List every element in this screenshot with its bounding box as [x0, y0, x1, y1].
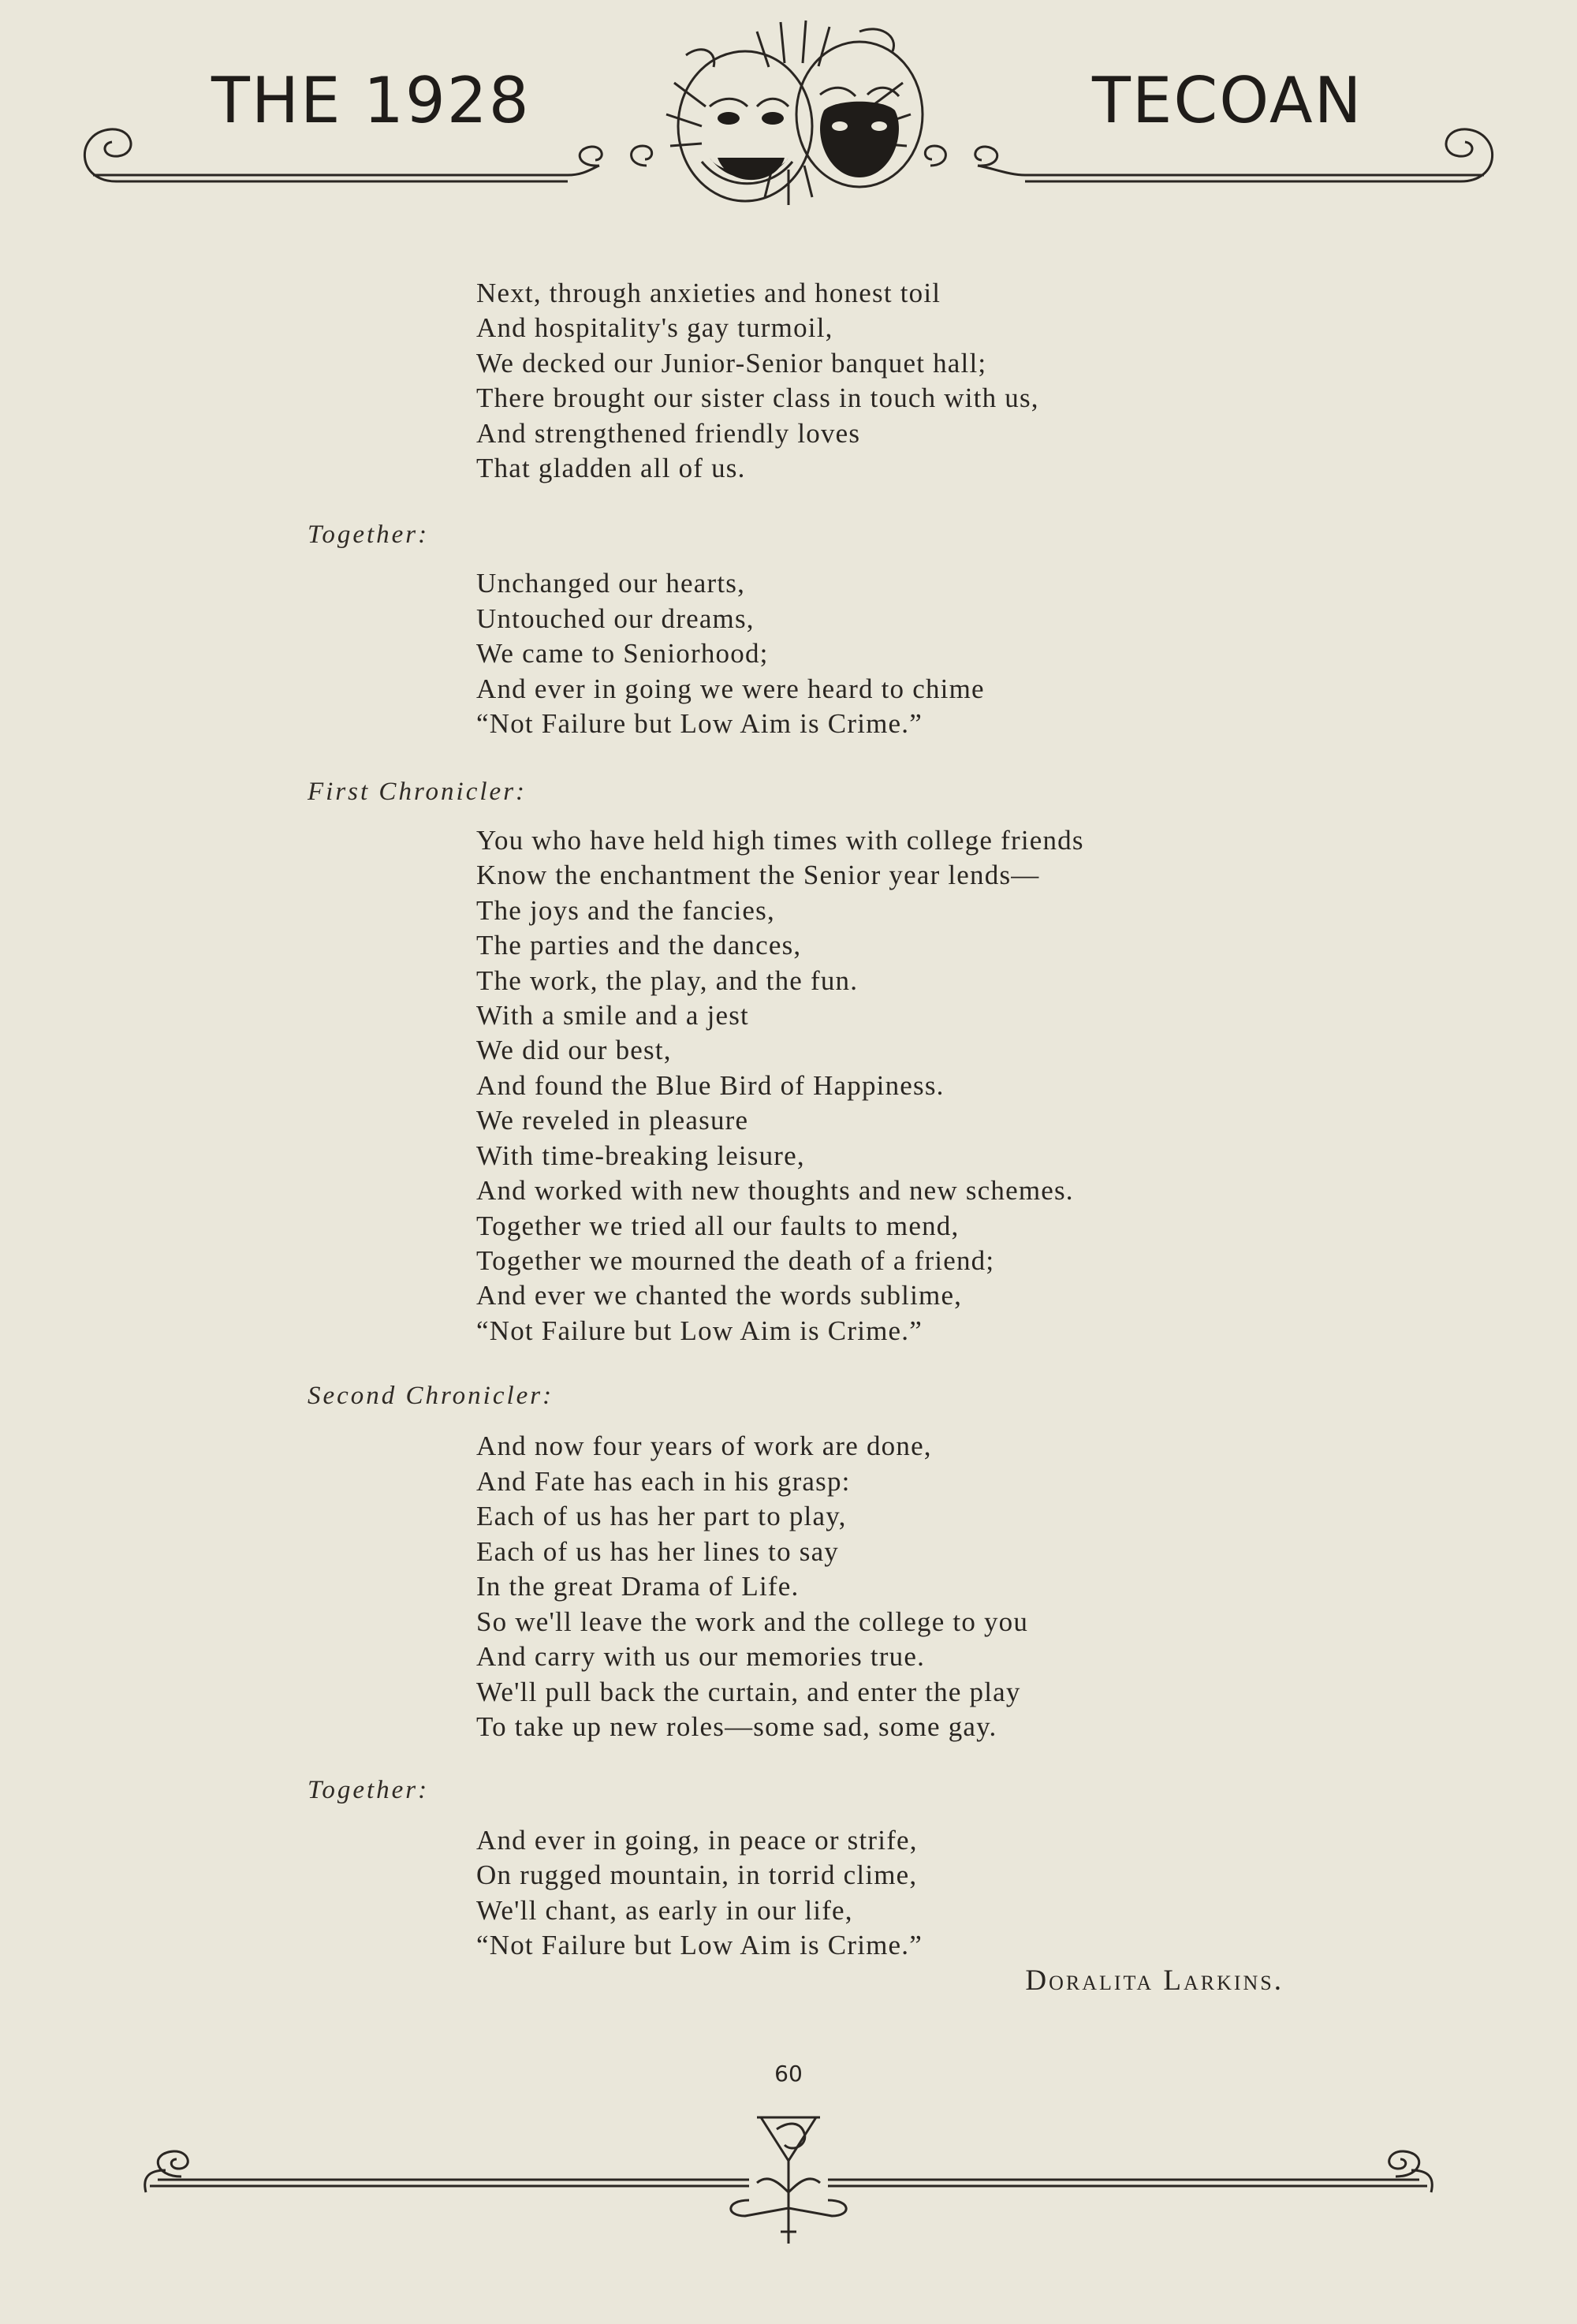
poem-line: Together we tried all our faults to mend,: [476, 1210, 960, 1241]
poem-line: Each of us has her lines to say: [476, 1536, 840, 1567]
poem-line: “Not Failure but Low Aim is Crime.”: [476, 708, 923, 739]
poem-line: We reveled in pleasure: [476, 1105, 749, 1136]
poem-line: The joys and the fancies,: [476, 895, 775, 926]
poem-line: To take up new roles—some sad, some gay.: [476, 1711, 997, 1742]
speaker-label: First Chronicler:: [308, 778, 528, 806]
poem-line: The parties and the dances,: [476, 930, 802, 961]
poem-line: And found the Blue Bird of Happiness.: [476, 1070, 945, 1101]
poem-line: Each of us has her part to play,: [476, 1501, 847, 1531]
poem-line: And hospitality's gay turmoil,: [476, 312, 833, 343]
poem-line: “Not Failure but Low Aim is Crime.”: [476, 1930, 923, 1960]
poem-line: And now four years of work are done,: [476, 1431, 932, 1461]
poem-line: There brought our sister class in touch with us,: [476, 382, 1039, 413]
poem-line: We'll chant, as early in our life,: [476, 1895, 853, 1926]
poem-line: With time-breaking leisure,: [476, 1140, 805, 1171]
poem-line: We'll pull back the curtain, and enter the play: [476, 1677, 1021, 1707]
poem-line: And ever in going, in peace or strife,: [476, 1825, 918, 1856]
speaker-label: Together:: [308, 1776, 430, 1804]
poem-line: You who have held high times with college friends: [476, 825, 1084, 856]
poem-line: On rugged mountain, in torrid clime,: [476, 1860, 918, 1890]
poem-line: Untouched our dreams,: [476, 603, 755, 634]
poem-line: Unchanged our hearts,: [476, 568, 746, 599]
poem-line: So we'll leave the work and the college to you: [476, 1606, 1029, 1637]
poem-line: Know the enchantment the Senior year lends—: [476, 860, 1040, 890]
poem-line: Together we mourned the death of a friend;: [476, 1245, 995, 1276]
page-number: 60: [774, 2061, 803, 2087]
poem-line: The work, the play, and the fun.: [476, 965, 859, 996]
poem-line: And strengthened friendly loves: [476, 418, 861, 449]
poem-line: And ever we chanted the words sublime,: [476, 1280, 963, 1311]
poem-line: And carry with us our memories true.: [476, 1641, 926, 1672]
footer-scroll-ornament-icon: [0, 2098, 1577, 2255]
poem-line: And worked with new thoughts and new schemes.: [476, 1175, 1074, 1206]
poem-line: “Not Failure but Low Aim is Crime.”: [476, 1315, 923, 1346]
poem-line: In the great Drama of Life.: [476, 1571, 800, 1602]
author-signature: Doralita Larkins.: [1025, 1964, 1284, 1997]
poem-line: We decked our Junior-Senior banquet hall;: [476, 348, 987, 379]
poem-line: With a smile and a jest: [476, 1000, 749, 1031]
speaker-label: Second Chronicler:: [308, 1382, 554, 1410]
poem-line: And ever in going we were heard to chime: [476, 673, 985, 704]
header-right-title: TECOAN: [1092, 64, 1363, 137]
poem-line: We came to Seniorhood;: [476, 638, 769, 669]
poem-line: Next, through anxieties and honest toil: [476, 278, 941, 308]
poem-line: And Fate has each in his grasp:: [476, 1466, 851, 1497]
speaker-label: Together:: [308, 520, 430, 549]
poem-line: We did our best,: [476, 1035, 672, 1065]
poem-line: That gladden all of us.: [476, 453, 746, 483]
header-left-title: THE 1928: [211, 64, 531, 137]
